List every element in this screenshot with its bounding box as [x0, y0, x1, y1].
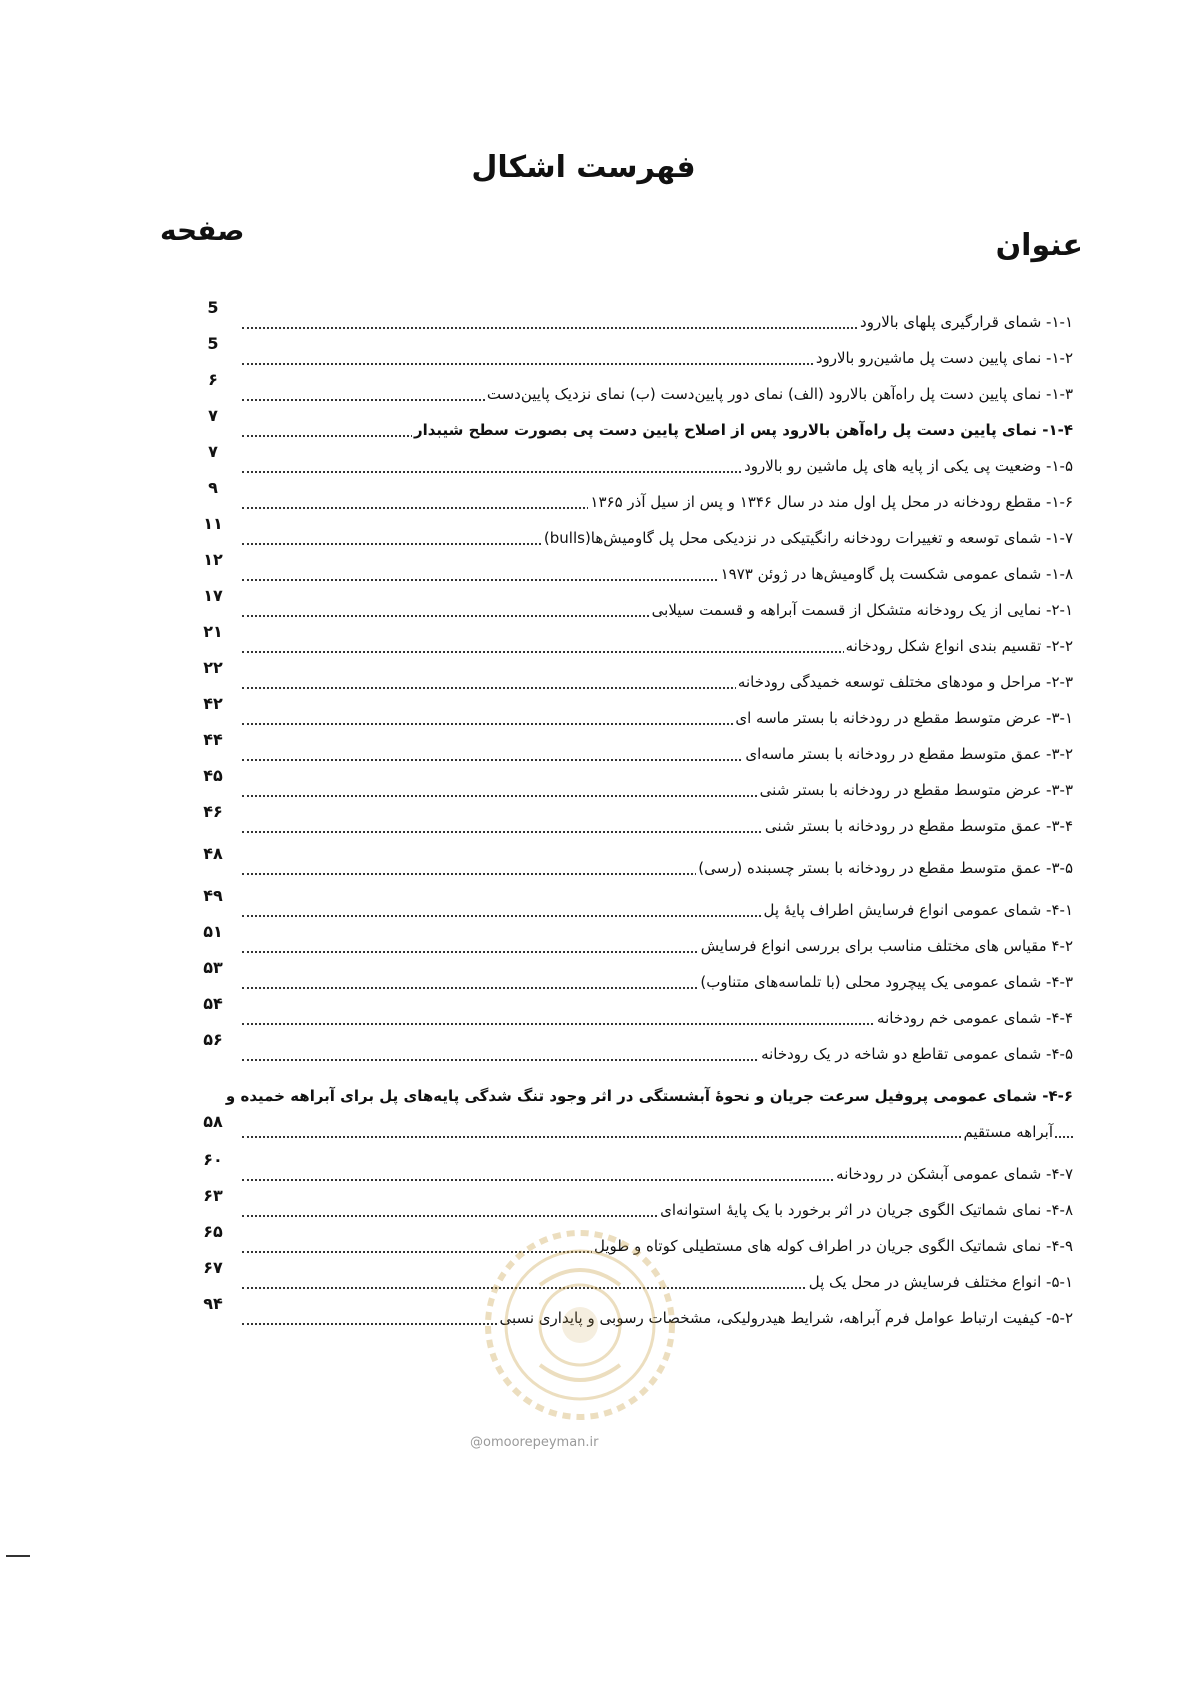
entry-page: ۴۸	[203, 844, 223, 863]
entry-page: ۴۲	[203, 694, 223, 713]
entry-page: ۱۷	[203, 586, 223, 605]
list-item	[0, 622, 1191, 670]
page-title: فهرست اشکال	[471, 150, 696, 185]
list-item	[0, 922, 1191, 970]
entry-page: ۴۶	[203, 802, 223, 821]
entry-label: ۲-۳- مراحل و مودهای مختلف توسعه خمیدگی رودخانه	[736, 670, 1073, 694]
entry-page: ۴۴	[203, 730, 223, 749]
entry-label: ۳-۱- عرض متوسط مقطع در رودخانه با بستر ماسه ای	[733, 706, 1073, 730]
entry-label: ۲-۲- تقسیم بندی انواع شکل رودخانه	[844, 634, 1073, 658]
list-item	[0, 406, 1191, 454]
entry-label: ۴-۵- شمای عمومی تقاطع دو شاخه در یک رودخانه	[759, 1042, 1073, 1066]
list-item	[0, 658, 1191, 706]
entry-page: ۲۱	[203, 622, 223, 641]
entry-label: ۴-۳- شمای عمومی یک پیچرود محلی (با تلماسه‌های متناوب)	[698, 970, 1073, 994]
entry-page: ۲۲	[203, 658, 223, 677]
list-item	[0, 694, 1191, 742]
entry-page: ۴۹	[203, 886, 223, 905]
entry-label: ۱-۶- مقطع رودخانه در محل پل اول مند در سال ۱۳۴۶ و پس از سیل آذر ۱۳۶۵	[588, 490, 1073, 514]
list-item	[0, 478, 1191, 526]
list-item	[0, 730, 1191, 778]
entry-label: ۵-۲- کیفیت ارتباط عوامل فرم آبراهه، شرایط هیدرولیکی، مشخصات رسوبی و پایداری نسبی	[497, 1306, 1073, 1330]
list-item	[0, 802, 1191, 850]
entry-page: ۶۳	[203, 1186, 223, 1205]
entry-page: 5	[207, 334, 219, 353]
entry-label: ۴-۲ مقیاس های مختلف مناسب برای بررسی انواع فرسایش	[699, 934, 1073, 958]
column-header-title: عنوان	[995, 228, 1083, 263]
entry-label: ۳-۳- عرض متوسط مقطع در رودخانه با بستر شنی	[758, 778, 1073, 802]
entry-page: ۷	[208, 442, 218, 461]
entry-page: ۹۴	[203, 1294, 223, 1313]
entry-page: ۹	[208, 478, 218, 497]
watermark-site: @omoorepeyman.ir	[470, 1435, 599, 1450]
entry-page: 5	[207, 298, 219, 317]
entry-label: ۱-۲- نمای پایین دست پل ماشین‌رو بالارود	[814, 346, 1073, 370]
list-item	[0, 550, 1191, 598]
entry-label: ۳-۵- عمق متوسط مقطع در رودخانه با بستر چسبنده (رسی)	[696, 856, 1073, 880]
entry-page: ۶۵	[203, 1222, 223, 1241]
list-item	[0, 958, 1191, 1006]
entry-label: ۱-۱- شمای قرارگیری پلهای بالارود	[858, 310, 1073, 334]
entry-page: ۵۳	[203, 958, 223, 977]
entry-page: ۶۰	[203, 1150, 223, 1169]
entry-label: ۴-۴- شمای عمومی خم رودخانه	[875, 1006, 1073, 1030]
entry-label: ۱-۵- وضعیت پی یکی از پایه های پل ماشین رو بالارود	[742, 454, 1073, 478]
leader-dots	[242, 1128, 1073, 1138]
list-item	[0, 298, 1191, 346]
entry-page: ۶	[208, 370, 218, 389]
entry-label: ۲-۱- نمایی از یک رودخانه متشکل از قسمت آبراهه و قسمت سیلابی	[650, 598, 1073, 622]
list-item	[0, 1150, 1191, 1198]
list-item	[0, 1258, 1191, 1306]
entry-label: ۱-۷- شمای توسعه و تغییرات رودخانه رانگیتیکی در نزدیکی محل پل گاومیش‌ها(bulls)	[542, 526, 1073, 550]
entry-page: ۵۴	[203, 994, 223, 1013]
entry-label: ۴-۶- شمای عمومی پروفیل سرعت جریان و نحوهٔ آبشستگی در اثر وجود تنگ شدگی پایه‌های پل برای آبراهه خمیده و	[225, 1087, 1073, 1105]
list-item	[0, 766, 1191, 814]
list-item	[0, 1294, 1191, 1342]
entry-label: ۵-۱- انواع مختلف فرسایش در محل یک پل	[807, 1270, 1073, 1294]
entry-page: ۱۱	[203, 514, 223, 533]
entry-label: ۴-۱- شمای عمومی انواع فرسایش اطراف پایهٔ پل	[762, 898, 1073, 922]
entry-label: ۱-۸- شمای عمومی شکست پل گاومیش‌ها در ژوئن ۱۹۷۳	[719, 562, 1073, 586]
column-header-page: صفحه	[160, 214, 245, 247]
entry-label: ۴-۸- نمای شماتیک الگوی جریان در اثر برخورد با یک پایهٔ استوانه‌ای	[658, 1198, 1073, 1222]
list-item	[0, 370, 1191, 418]
entry-label: ۱-۳- نمای پایین دست پل راه‌آهن بالارود (الف) نمای دور پایین‌دست (ب) نمای نزدیک پایین‌دست	[485, 382, 1073, 406]
list-item	[0, 442, 1191, 490]
entry-page: ۵۶	[203, 1030, 223, 1049]
entry-page: ۶۷	[203, 1258, 223, 1277]
entry-label: ۴-۹- نمای شماتیک الگوی جریان در اطراف کوله های مستطیلی کوتاه و طویل	[592, 1234, 1073, 1258]
entry-label: ۱-۴- نمای پایین دست پل راه‌آهن بالارود پس از اصلاح پایین دست پی بصورت سطح شیبدار	[412, 418, 1073, 442]
list-item	[0, 994, 1191, 1042]
entry-page: ۴۵	[203, 766, 223, 785]
list-item	[0, 334, 1191, 382]
list-item	[0, 1186, 1191, 1234]
list-item	[0, 844, 1191, 892]
entry-label: ۳-۴- عمق متوسط مقطع در رودخانه با بستر شنی	[763, 814, 1073, 838]
list-item	[0, 1222, 1191, 1270]
entry-label: ۴-۷- شمای عمومی آبشکن در رودخانه	[834, 1162, 1073, 1186]
entry-page: ۷	[208, 406, 218, 425]
list-item	[0, 1084, 1191, 1150]
list-item	[0, 514, 1191, 562]
entry-label: ۳-۲- عمق متوسط مقطع در رودخانه با بستر ماسه‌ای	[743, 742, 1073, 766]
entry-label-continued: آبراهه مستقیم	[961, 1120, 1053, 1144]
entry-page: ۱۲	[203, 550, 223, 569]
scan-artifact	[6, 1555, 30, 1557]
entry-page: ۵۱	[203, 922, 223, 941]
entry-page: ۵۸	[203, 1112, 223, 1131]
list-item	[0, 886, 1191, 934]
list-item	[0, 586, 1191, 634]
list-item	[0, 1030, 1191, 1078]
